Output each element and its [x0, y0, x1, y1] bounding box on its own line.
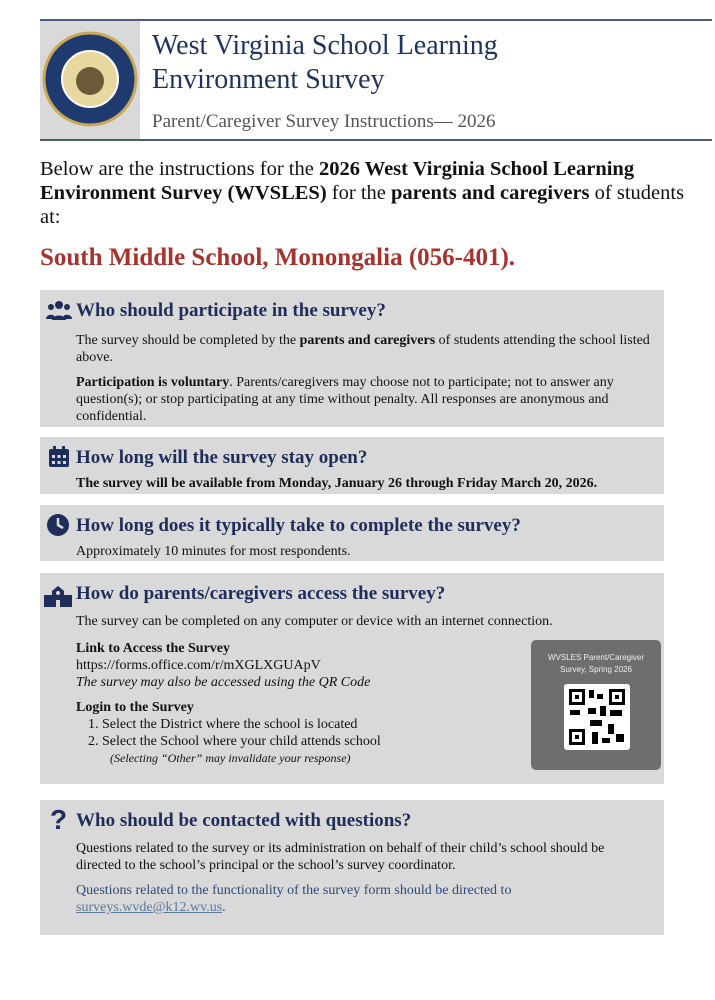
- section-duration: [40, 505, 664, 561]
- section-participation: [40, 290, 664, 427]
- question-icon: ?: [50, 804, 68, 835]
- qr-note: The survey may also be accessed using the QR Code: [76, 675, 371, 690]
- section-title: How do parents/caregivers access the survey?: [76, 583, 446, 604]
- survey-url[interactable]: https://forms.office.com/r/mXGLXGUApV: [76, 658, 321, 673]
- section-title: How long will the survey stay open?: [76, 447, 368, 468]
- school-icon: [44, 583, 72, 612]
- wvde-seal-logo: [40, 21, 140, 139]
- login-heading: Login to the Survey: [76, 700, 194, 715]
- section-body: The survey should be completed by the parents and caregivers of students attending the school listed above. Participation is voluntary. Parents/caregivers may choose not to participate; not to answer any question(s); or stop participating at any time without penalty. All responses are anonymous and confidential.: [76, 333, 650, 424]
- login-step: 1. Select the District where the school is located: [88, 717, 358, 732]
- step-note: (Selecting “Other” may invalidate your response): [110, 751, 351, 765]
- school-name: South Middle School, Monongalia (056-401).: [40, 244, 516, 271]
- section-dates: [40, 437, 664, 494]
- people-icon: [46, 300, 72, 327]
- qr-code[interactable]: [564, 684, 630, 750]
- section-access: [40, 573, 664, 784]
- page-title: West Virginia School Learning Environment Survey: [152, 30, 498, 95]
- section-title: Who should participate in the survey?: [76, 300, 386, 321]
- login-step: 2. Select the School where your child attends school: [88, 734, 381, 749]
- section-body: Approximately 10 minutes for most respondents.: [76, 544, 351, 559]
- section-body: The survey will be available from Monday, January 26 through Friday March 20, 2026.: [76, 476, 598, 491]
- intro-text: Below are the instructions for the 2026 West Virginia School Learning Environment Survey (WVSLES) for the parents and caregivers of students at:: [40, 158, 685, 228]
- section-title: Who should be contacted with questions?: [76, 810, 412, 831]
- section-body: Questions related to the survey or its administration on behalf of their child’s school should be directed to the school’s principal or the school’s survey coordinator. Questions related to the functionality of the survey form should be directed to surveys.wvde@k12.wv.us.: [76, 841, 605, 915]
- link-heading: Link to Access the Survey: [76, 641, 230, 656]
- calendar-icon: [48, 446, 70, 473]
- qr-code-card: [531, 640, 661, 770]
- header: [40, 19, 712, 141]
- qr-caption: WVSLES Parent/Caregiver Survey, Spring 2026: [547, 653, 645, 674]
- section-body: The survey can be completed on any computer or device with an internet connection. Link to Access the Survey https://forms.office.com/r/mXGLXGUApV The survey may also be accessed using the QR Code Login to the Survey 1. Select the District where the school is located 2. Select the School where your child attends school (Selecting “Other” may invalidate your response): [76, 613, 650, 767]
- section-title: How long does it typically take to complete the survey?: [76, 515, 521, 536]
- section-contact: [40, 800, 664, 935]
- page-subtitle: Parent/Caregiver Survey Instructions— 2026: [152, 111, 496, 132]
- contact-email-link[interactable]: surveys.wvde@k12.wv.us: [76, 900, 223, 915]
- clock-icon: [46, 513, 70, 542]
